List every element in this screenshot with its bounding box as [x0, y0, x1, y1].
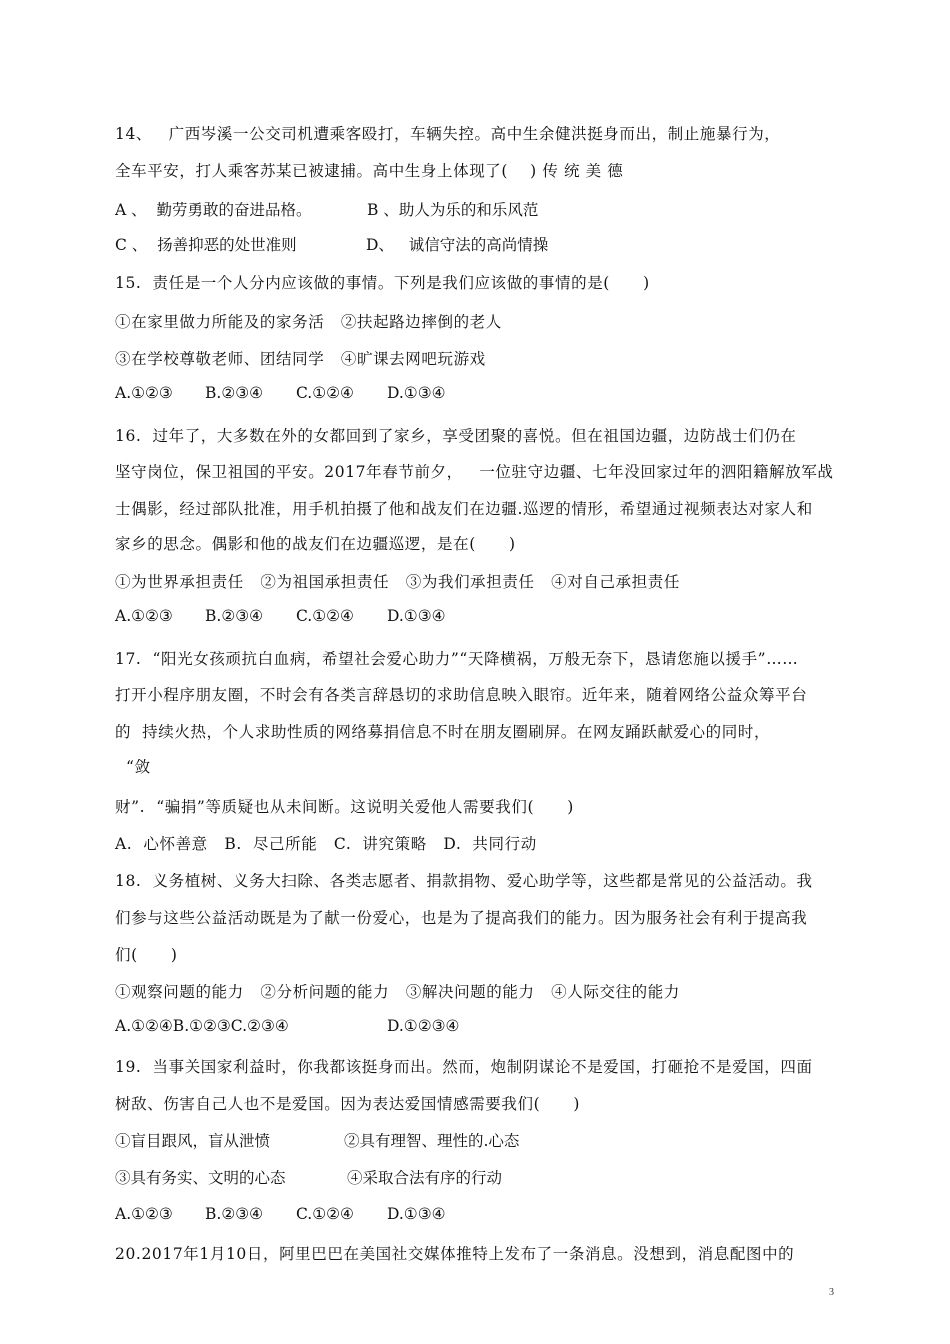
- q14-option-d: D、 诚信守法的高尚情操: [366, 236, 549, 254]
- q18-line-4: ①观察问题的能力 ②分析问题的能力 ③解决问题的能力 ④人际交往的能力: [115, 983, 680, 1001]
- q18-line-1: 18. 义务植树、义务大扫除、各类志愿者、捐款捐物、爱心助学等，这些都是常见的公益活动。我: [115, 872, 813, 890]
- q17-line-2: 打开小程序朋友圈，不时会有各类言辞恳切的求助信息映入眼帘。近年来，随着网络公益众筹平台: [115, 686, 808, 704]
- q19-choice-1: ①盲目跟风，盲从泄愤: [115, 1132, 271, 1150]
- q16-option-b: B.②③④: [205, 607, 264, 625]
- q16-option-a: A.①②③: [115, 607, 173, 625]
- q18-line-2: 们参与这些公益活动既是为了献一份爱心，也是为了提高我们的能力。因为服务社会有利于提高我: [115, 909, 808, 927]
- q19-option-c: C.①②④: [296, 1205, 354, 1223]
- q18-option-d: D.①②③④: [387, 1017, 460, 1035]
- q19-choice-4: ④采取合法有序的行动: [347, 1169, 503, 1187]
- q14-line-2: 全车平安，打人乘客苏某已被逮捕。高中生身上体现了( ) 传 统 美 德: [115, 162, 624, 180]
- q15-option-d: D.①③④: [387, 384, 446, 402]
- q19-choice-3: ③具有务实、文明的心态: [115, 1169, 286, 1187]
- q14-line-1: 14、 广西岑溪一公交司机遭乘客殴打，车辆失控。高中生余健洪挺身而出，制止施暴行为，: [115, 125, 781, 143]
- q16-line-3: 士偶影，经过部队批准，用手机拍摄了他和战友们在边疆.巡逻的情形，希望通过视频表达对家人和: [115, 500, 813, 518]
- page-number: 3: [829, 1287, 834, 1298]
- q14-option-c: C 、 扬善抑恶的处世准则: [115, 236, 297, 254]
- q18-line-3: 们( ): [115, 946, 178, 964]
- q15-option-a: A.①②③: [115, 384, 173, 402]
- q16-line-2: 坚守岗位，保卫祖国的平安。2017年春节前夕， 一位驻守边疆、七年没回家过年的泗阳籍解放军战: [115, 463, 834, 481]
- q14-option-b: B 、助人为乐的和乐风范: [367, 201, 539, 219]
- q17-line-3: 的 持续火热，个人求助性质的网络募捐信息不时在朋友圈刷屏。在网友踊跃献爱心的同时，: [115, 723, 771, 741]
- q19-option-b: B.②③④: [205, 1205, 264, 1223]
- q17-line-5: 财”. “骗捐”等质疑也从未间断。这说明关爱他人需要我们( ): [115, 798, 574, 816]
- q16-line-1: 16. 过年了，大多数在外的女都回到了家乡，享受团聚的喜悦。但在祖国边疆，边防战士们仍在: [115, 427, 797, 445]
- q19-line-2: 树敌、伤害自己人也不是爱国。因为表达爱国情感需要我们( ): [115, 1095, 581, 1113]
- q18-option-abc: A.①②④B.①②③C.②③④: [115, 1017, 289, 1035]
- q16-line-4: 家乡的思念。偶影和他的战友们在边疆巡逻，是在( ): [115, 535, 516, 553]
- q17-options: A. 心怀善意 B. 尽己所能 C. 讲究策略 D. 共同行动: [115, 835, 537, 853]
- q16-option-d: D.①③④: [387, 607, 446, 625]
- q16-line-5: ①为世界承担责任 ②为祖国承担责任 ③为我们承担责任 ④对自己承担责任: [115, 573, 680, 591]
- q17-line-4: “敛: [115, 758, 151, 776]
- q17-line-1: 17. “阳光女孩顽抗白血病，希望社会爱心助力”“天降横祸，万般无奈下，恳请您施以援手”……: [115, 650, 799, 668]
- q15-line-3: ③在学校尊敬老师、团结同学 ④旷课去网吧玩游戏: [115, 350, 486, 368]
- q20-line-1: 20.2017年1月10日，阿里巴巴在美国社交媒体推特上发布了一条消息。没想到，消息配图中的: [115, 1245, 795, 1263]
- q14-option-a: A 、 勤劳勇敢的奋进品格。: [115, 201, 312, 219]
- q19-option-d: D.①③④: [387, 1205, 446, 1223]
- q15-option-c: C.①②④: [296, 384, 354, 402]
- q15-option-b: B.②③④: [205, 384, 264, 402]
- q16-option-c: C.①②④: [296, 607, 354, 625]
- q19-option-a: A.①②③: [115, 1205, 173, 1223]
- q19-choice-2: ②具有理智、理性的.心态: [344, 1132, 520, 1150]
- q19-line-1: 19. 当事关国家利益时，你我都该挺身而出。然而，炮制阴谋论不是爱国，打砸抢不是爱国，四面: [115, 1058, 813, 1076]
- q15-line-1: 15. 责任是一个人分内应该做的事情。下列是我们应该做的事情的是( ): [115, 274, 650, 292]
- q15-line-2: ①在家里做力所能及的家务活 ②扶起路边摔倒的老人: [115, 313, 502, 331]
